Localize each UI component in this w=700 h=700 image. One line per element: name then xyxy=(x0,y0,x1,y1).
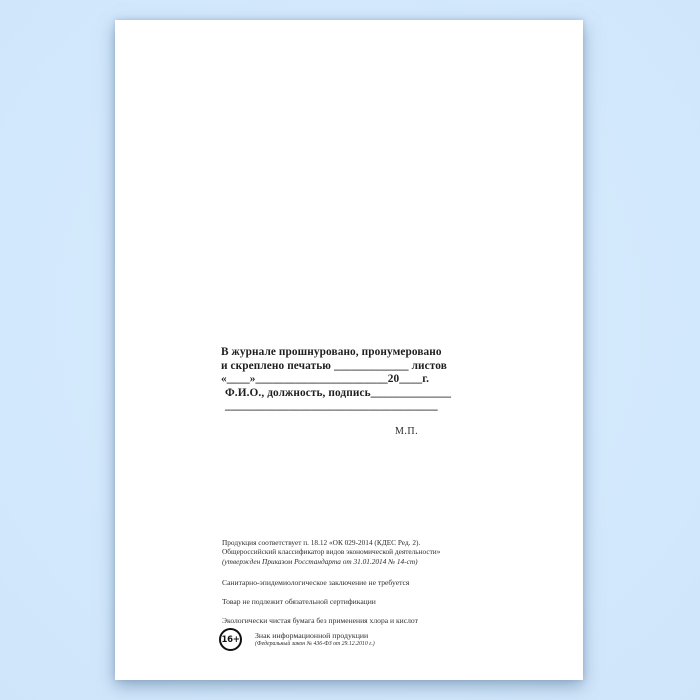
journal-back-page xyxy=(115,20,583,680)
lacing-line-1: В журнале прошнуровано, пронумеровано xyxy=(221,346,442,358)
certification-note: Товар не подлежит обязательной сертификации xyxy=(222,597,376,606)
compliance-line-2: Общероссийский классификатор видов экономической деятельности» xyxy=(222,547,441,557)
age-16-badge-icon: 16+ xyxy=(219,628,242,651)
sanitary-note: Санитарно-эпидемиологическое заключение не требуется xyxy=(222,578,410,587)
info-sign-law-reference: (Федеральный закон № 436-ФЗ от 29.12.2010 г.) xyxy=(255,640,375,647)
compliance-line-3: (утвержден Приказом Росстандарта от 31.01.2014 № 14-ст) xyxy=(222,556,418,566)
eco-note: Экологически чистая бумага без применения хлора и кислот xyxy=(222,616,418,625)
lacing-line-2: и скреплено печатью _____________ листов xyxy=(221,359,447,372)
compliance-note xyxy=(222,538,440,566)
info-product-sign xyxy=(255,631,375,648)
lacing-line-3-date: «____»_______________________20____г. xyxy=(221,373,430,386)
lacing-certification-block xyxy=(221,346,461,414)
lacing-line-5-blank: _____________________________________ xyxy=(225,400,438,413)
info-sign-title: Знак информационной продукции xyxy=(255,631,369,640)
compliance-line-1: Продукция соответствует п. 18.12 «ОК 029-2014 (КДЕС Ред. 2). xyxy=(222,538,421,547)
seal-placeholder: М.П. xyxy=(395,426,419,437)
lacing-line-4-signature: Ф.И.О., должность, подпись______________ xyxy=(225,386,452,399)
